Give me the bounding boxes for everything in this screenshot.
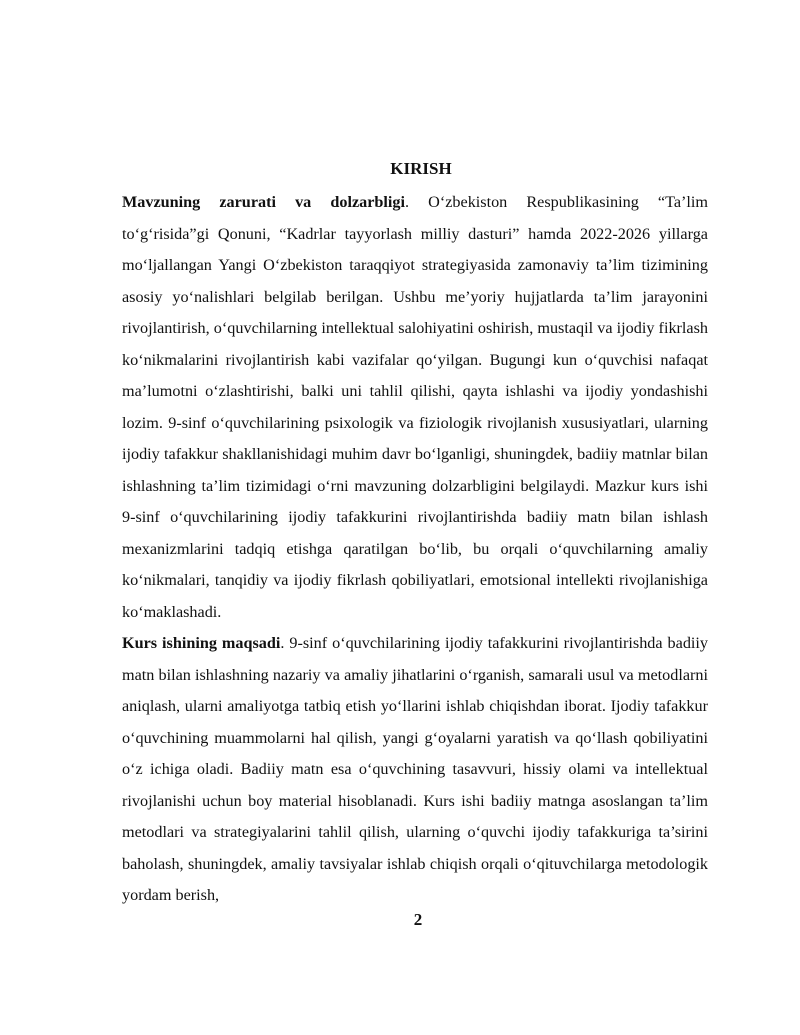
page-body: [122, 157, 708, 912]
paragraph-lead: Mavzuning zarurati va dolzarbligi: [122, 193, 406, 211]
paragraph-text: . O‘zbekiston Respublikasining “Ta’lim to‘g‘risida”gi Qonuni, “Kadrlar tayyorlash milliy dasturi” hamda 2022-2026 yillarga mo‘ljallangan Yangi O‘zbekiston taraqqiyot strategiyasida zamonaviy ta’lim tizimining asosiy yo‘nalishlari belgilab berilgan. Ushbu me’yoriy hujjatlarda ta’lim jarayonini rivojlantirish, o‘quvchilarning intellektual salohiyatini oshirish, mustaqil va ijodiy fikrlash ko‘nikmalarini rivojlantirish kabi vazifalar qo‘yilgan. Bugungi kun o‘quvchisi nafaqat ma’lumotni o‘zlashtirishi, balki uni tahlil qilishi, qayta ishlashi va ijodiy yondashishi lozim. 9-sinf o‘quvchilarining psixologik va fiziologik rivojlanish xususiyatlari, ularning ijodiy tafakkur shakllanishidagi muhim davr bo‘lganligi, shuningdek, badiiy matnlar bilan ishlashning ta’lim tizimidagi o‘rni mavzuning dolzarbligini belgilaydi. Mazkur kurs ishi 9-sinf o‘quvchilarining ijodiy tafakkurini rivojlantirishda badiiy matn bilan ishlash mexanizmlarini tadqiq etishga qaratilgan bo‘lib, bu orqali o‘quvchilarning amaliy ko‘nikmalari, tanqidiy va ijodiy fikrlash qobiliyatlari, emotsional intellekti rivojlanishiga ko‘maklashadi.: [122, 193, 708, 621]
paragraph-goal: [122, 628, 708, 912]
page-number: 2: [413, 910, 423, 929]
section-heading: KIRISH: [390, 159, 452, 178]
paragraph-text: . 9-sinf o‘quvchilarining ijodiy tafakkurini rivojlantirishda badiiy matn bilan ishlashning nazariy va amaliy jihatlarini o‘rganish, samarali usul va metodlarni aniqlash, ularni amaliyotga tatbiq etish yo‘llarini ishlab chiqishdan iborat. Ijodiy tafakkur o‘quvchining muammolarni hal qilish, yangi g‘oyalarni yaratish va qo‘llash qobiliyatini o‘z ichiga oladi. Badiiy matn esa o‘quvchining tasavvuri, hissiy olami va intellektual rivojlanishi uchun boy material hisoblanadi. Kurs ishi badiiy matnga asoslangan ta’lim metodlari va strategiyalarini tahlil qilish, ularning o‘quvchi ijodiy tafakkuriga ta’sirini baholash, shuningdek, amaliy tavsiyalar ishlab chiqish orqali o‘qituvchilarga metodologik yordam berish,: [122, 634, 708, 904]
paragraph-relevance: [122, 187, 708, 628]
paragraph-lead: Kurs ishining maqsadi: [122, 634, 281, 652]
